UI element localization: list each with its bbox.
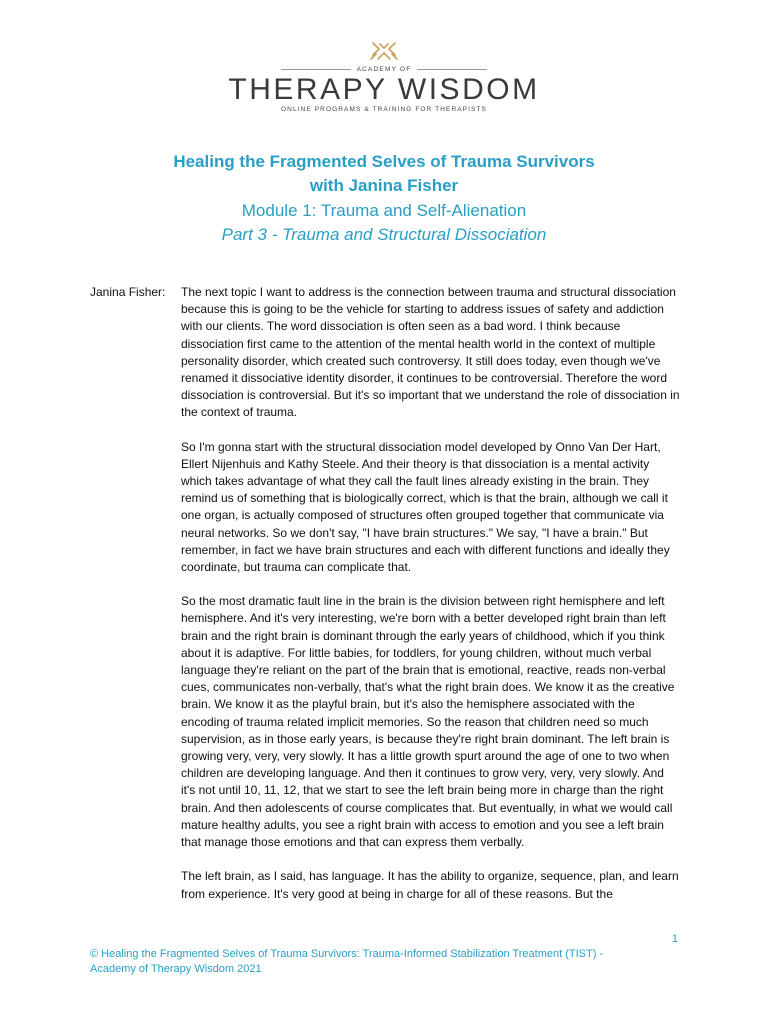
brand-name: THERAPY WISDOM [228,73,540,106]
page-number: 1 [671,933,678,945]
academy-of-row [0,66,768,73]
tagline: ONLINE PROGRAMS & TRAINING FOR THERAPISTS [281,106,487,113]
transcript-paragraph: So I'm gonna start with the structural dissociation model developed by Onno Van Der Hart, Ellert Nijenhuis and Kathy Steele. And their theory is that dissociation is a mental activity which takes advantage of what they call the fault lines already existing in the brain. They remind us of something that is biologically correct, which is that the brain, although we call it one organ, is actually composed of structures often grouped together that communicate via neural networks. So we don't say, "I have brain structures." We say, "I have a brain." But remember, in fact we have brain structures and each with different functions and ideally they coordinate, but trauma can complicate that. [181,439,670,575]
document-titles [0,150,768,247]
header [0,40,768,113]
transcript-paragraph: So the most dramatic fault line in the brain is the division between right hemisphere and left hemisphere. And it's very interesting, we're born with a better developed right brain than left brain and the right brain is dominant through the early years of childhood, which if you think about it is adaptive. For little babies, for toddlers, for young children, without much verbal language they're reliant on the part of the brain that is emotional, reactive, reads non-verbal cues, communicates non-verbally, that's what the right brain does. We know it as the creative brain. We know it as the playful brain, but it's also the hemisphere associated with the encoding of trauma related implicit memories. So the reason that children need so much supervision, as in those early years, is because they're right brain dominant. The left brain is growing very, very, very slowly. It has a little growth spurt around the age of one to two when children are developing language. And then it continues to grow very, very, very slowly. And it's not until 10, 11, 12, that we start to see the left brain being more in charge than the right brain. And then adolescents of course complicates that. But eventually, in what we would call mature healthy adults, you see a right brain with access to emotion and you see a left brain that manage those emotions and that can express them verbally. [181,594,675,850]
course-title-line2: with Janina Fisher [309,176,459,195]
academy-of-label: ACADEMY OF [356,66,412,73]
part-title: Part 3 - Trauma and Structural Dissociation [221,225,547,244]
divider [417,69,487,70]
divider [281,69,351,70]
speaker-label: Janina Fisher: [90,285,166,299]
module-title: Module 1: Trauma and Self-Alienation [241,201,527,220]
course-title-line1: Healing the Fragmented Selves of Trauma Survivors [173,152,595,171]
transcript-paragraph: The left brain, as I said, has language. It has the ability to organize, sequence, plan, and learn from experience. It's very good at being in charge for all of these reasons. But the [181,869,679,901]
transcript-body [181,284,681,920]
transcript-paragraph: The next topic I want to address is the connection between trauma and structural dissociation because this is going to be the vehicle for starting to address issues of safety and addiction with our clients. The word dissociation is often seen as a bad word. I think because dissociation first came to the attention of the mental health world in the context of multiple personality disorder, which created such controversy. It still does today, even though we've renamed it dissociative identity disorder, it continues to be controversial. Therefore the word dissociation is controversial. But it's so important that we understand the role of dissociation in the context of trauma. [181,285,680,420]
lotus-icon [367,40,401,62]
footer-copyright: © Healing the Fragmented Selves of Trauma Survivors: Trauma-Informed Stabilization Treatment (TIST) - Academy of Therapy Wisdom 2021 [90,948,604,975]
